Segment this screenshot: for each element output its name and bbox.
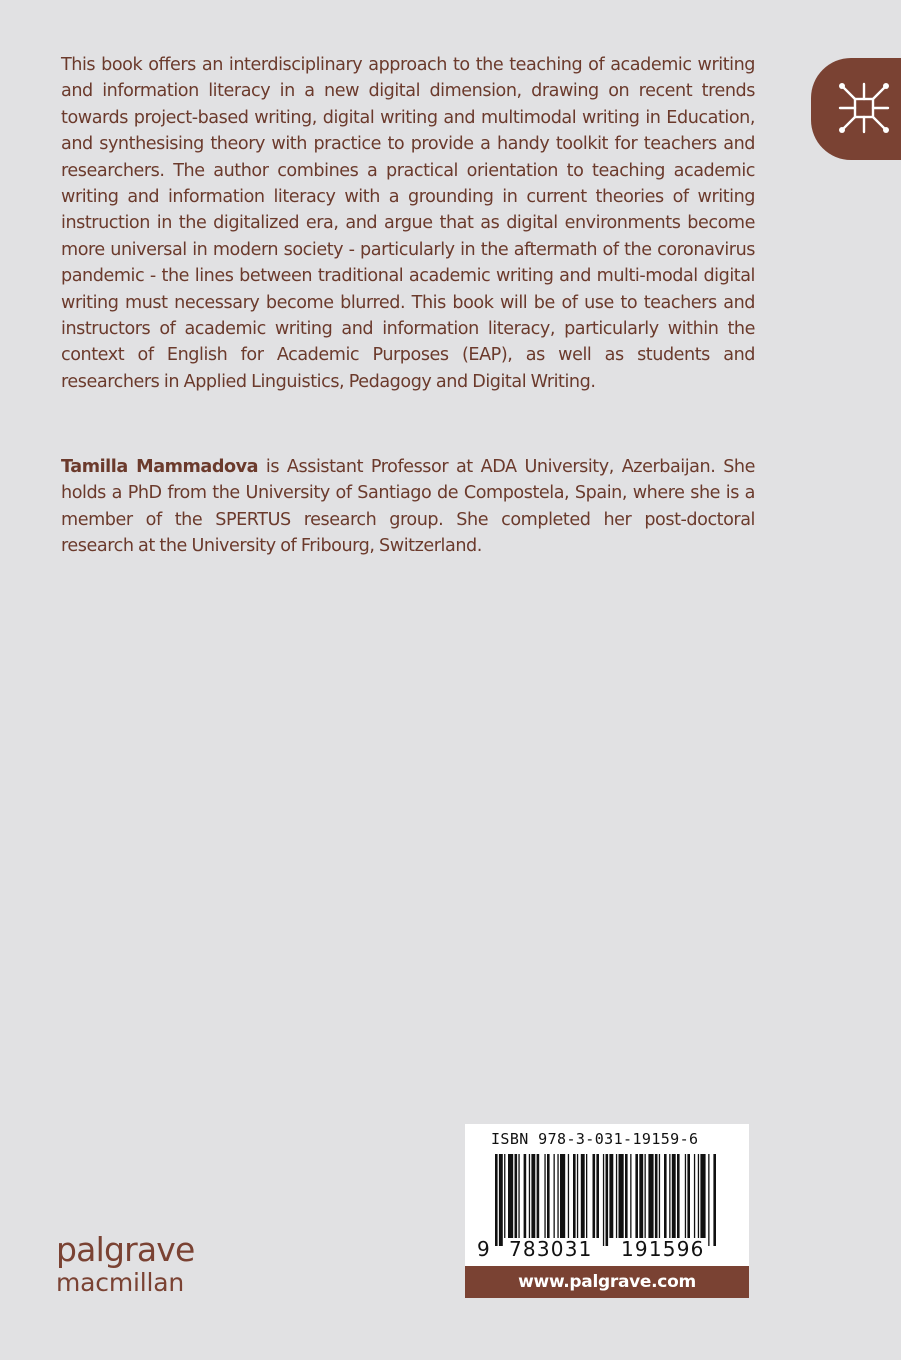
network-node-icon: [835, 79, 893, 137]
isbn-label: ISBN 978-3-031-19159-6: [491, 1130, 699, 1148]
author-name: Tamilla Mammadova: [61, 457, 259, 477]
barcode-first-digit: 9: [477, 1237, 491, 1261]
barcode-digits: [465, 1238, 749, 1262]
barcode-left-digits: 783031: [509, 1237, 593, 1261]
author-bio: [61, 454, 755, 560]
logo-macmillan: macmillan: [56, 1268, 184, 1297]
isbn-barcode: [465, 1124, 749, 1266]
barcode-right-digits: 191596: [621, 1237, 705, 1261]
publisher-logo: [56, 1232, 195, 1298]
logo-palgrave: palgrave: [56, 1230, 195, 1269]
author-bio-text: is Assistant Professor at ADA University, Azerbaijan. She holds a PhD from the University of Santiago de Compostela, Spain, where she is a member of the SPERTUS research group. She completed her post-doctoral research at the University of Fribourg, Switzerland.: [61, 457, 756, 557]
palgrave-emblem: [811, 58, 901, 160]
publisher-url: www.palgrave.com: [465, 1266, 749, 1298]
blurb-text: This book offers an interdisciplinary approach to the teaching of academic writing and information literacy in a new digital dimension, drawing on recent trends towards project-based writing, digital writing and multimodal writing in Education, and synthesising theory with practice to provide a handy toolkit for teachers and researchers. The author combines a practical orientation to teaching academic writing and information literacy with a grounding in current theories of writing instruction in the digitalized era, and argue that as digital environments become more universal in modern society - particularly in the aftermath of the coronavirus pandemic - the lines between traditional academic writing and multi-modal digital writing must necessary become blurred. This book will be of use to teachers and instructors of academic writing and information literacy, particularly within the context of English for Academic Purposes (EAP), as well as students and researchers in Applied Linguistics, Pedagogy and Digital Writing.: [61, 55, 755, 392]
